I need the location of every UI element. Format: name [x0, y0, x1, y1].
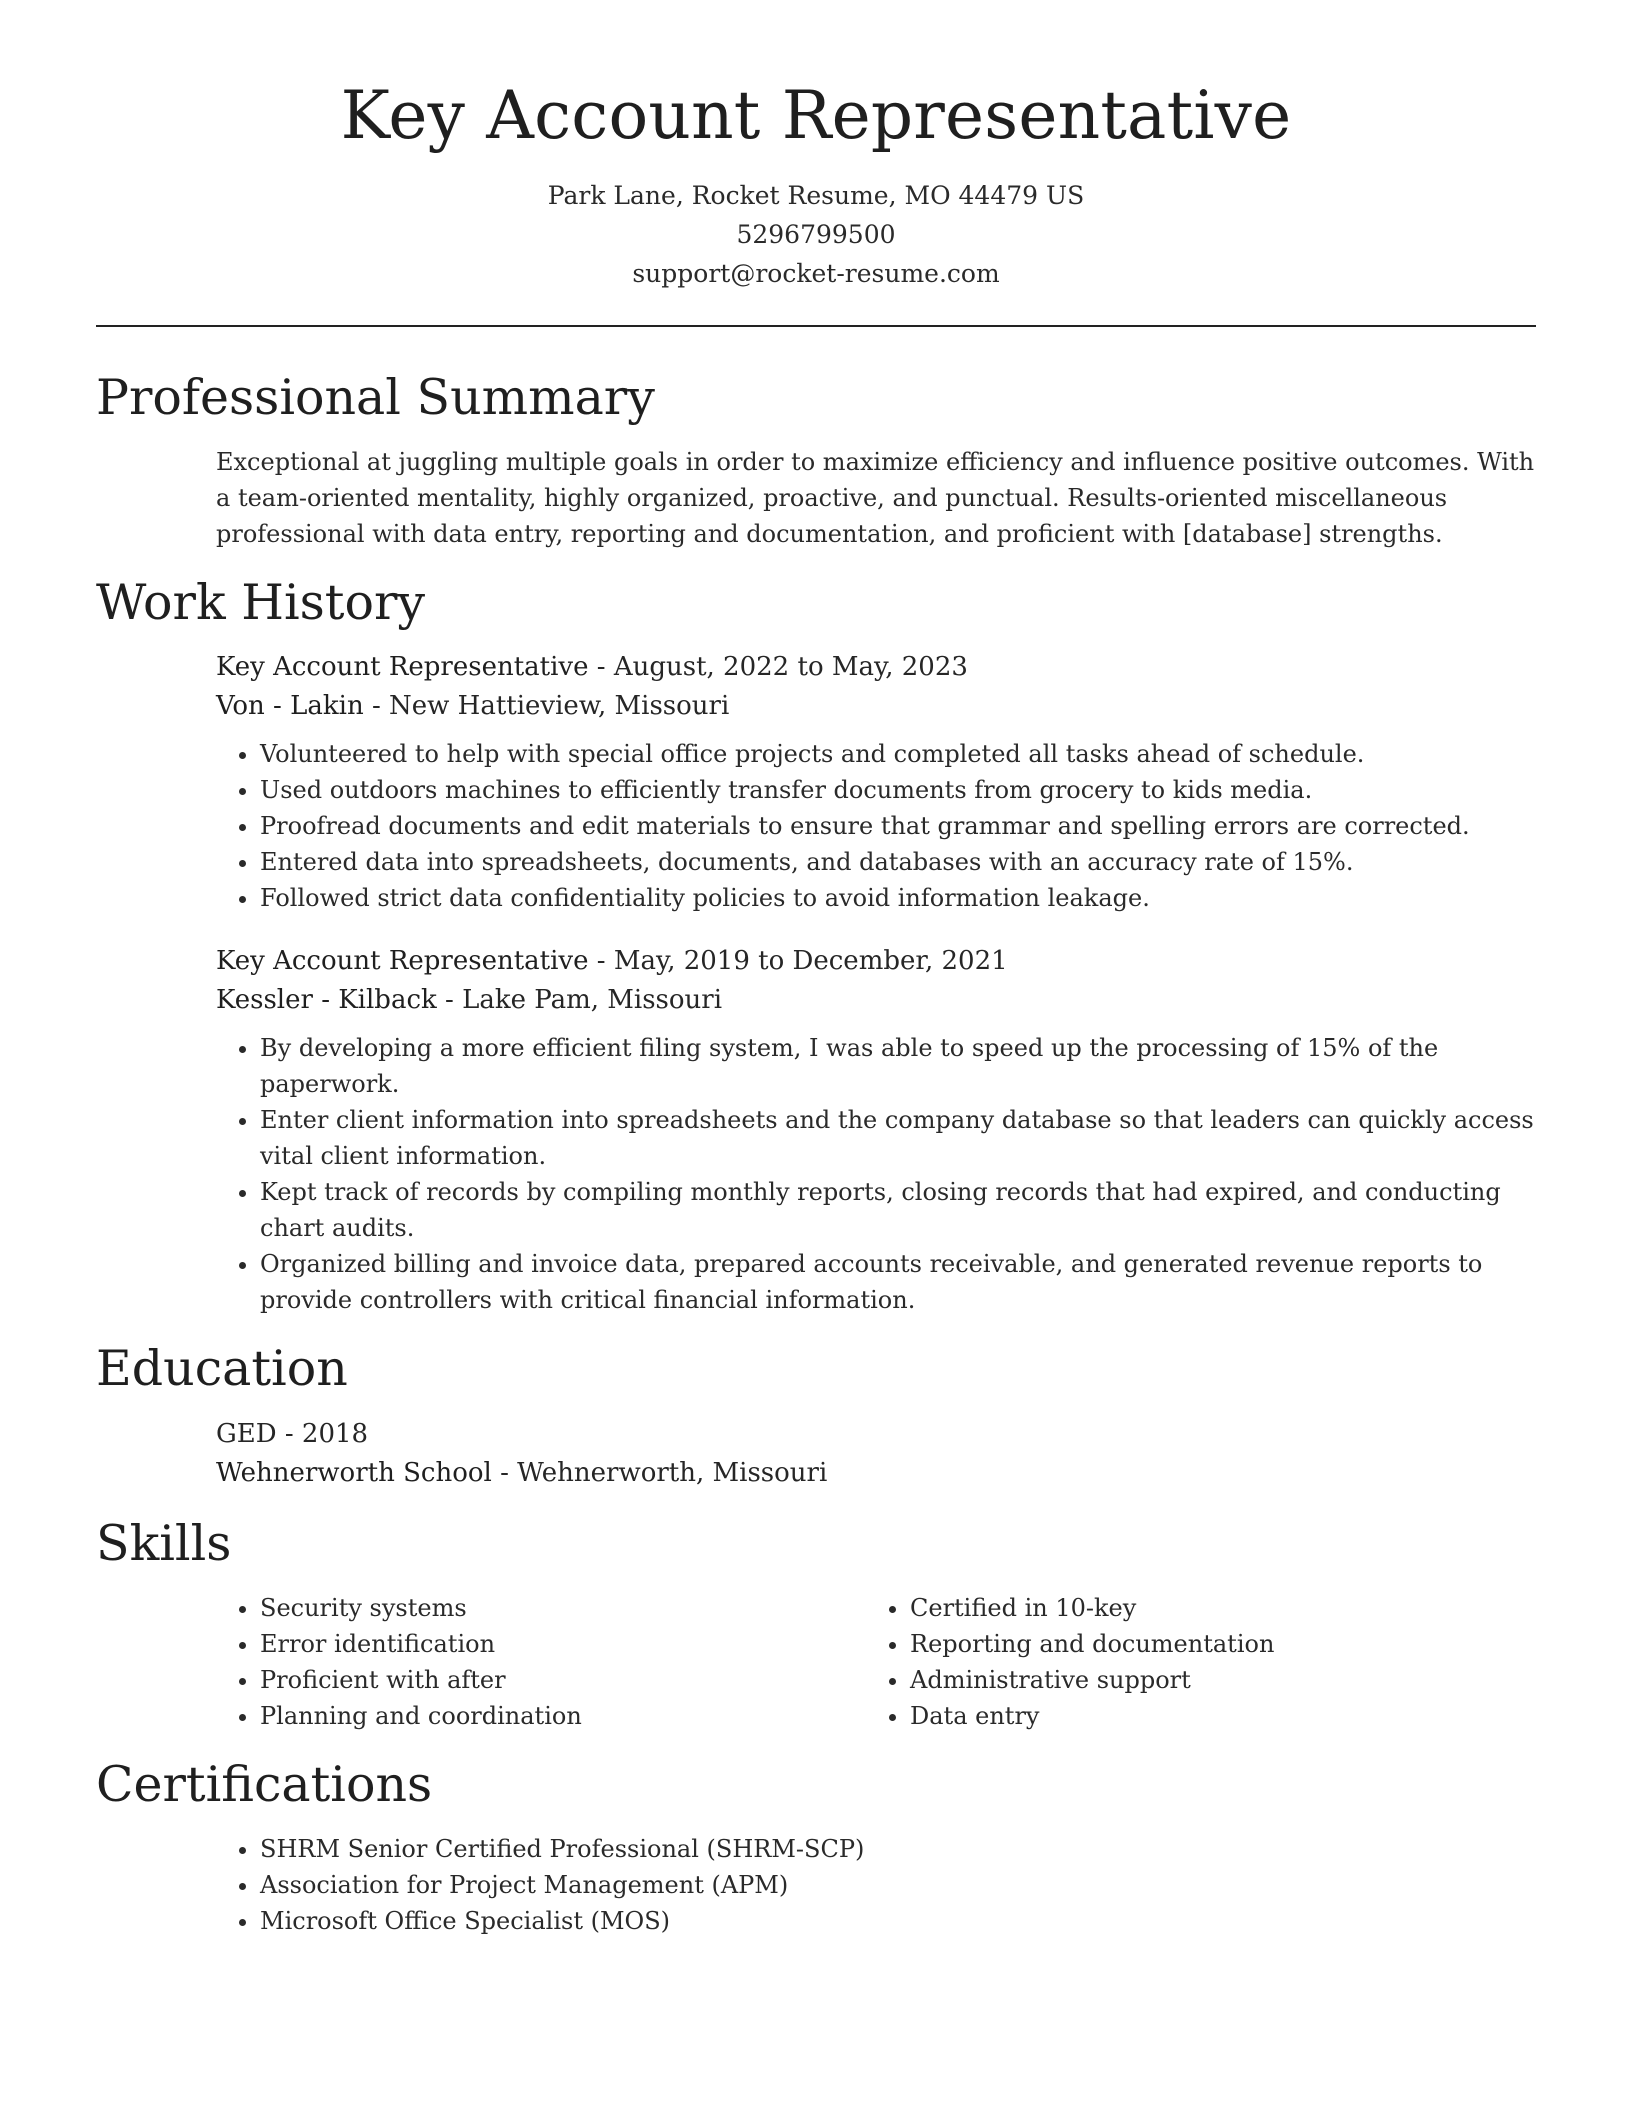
job-bullet: • Proofread documents and edit materials to ensure that grammar and spelling errors are corrected.	[260, 808, 1536, 844]
skill-item: • Administrative support	[910, 1662, 1516, 1698]
job-company-line	[216, 981, 1536, 1020]
candidate-name: Key Account Representative	[340, 77, 1292, 154]
job-bullet: • By developing a more efficient filing system, I was able to speed up the processing of 15% of the paperwork.	[260, 1030, 1536, 1102]
work-content	[216, 648, 1536, 1318]
skill-item: • Error identification	[260, 1626, 866, 1662]
job-dates: - May, 2019 to December, 2021	[588, 946, 1008, 977]
skill-item: • Reporting and documentation	[910, 1626, 1516, 1662]
job-title-line	[216, 942, 1536, 981]
contact-block	[96, 176, 1536, 293]
section-education	[96, 1340, 1536, 1493]
job-bullet: • Enter client information into spreadsheets and the company database so that leaders can quickly access vital client information.	[260, 1102, 1536, 1174]
section-certifications	[96, 1756, 1536, 1939]
job-dates: - August, 2022 to May, 2023	[588, 652, 968, 683]
job-bullet: • Entered data into spreadsheets, documents, and databases with an accuracy rate of 15%.	[260, 844, 1536, 880]
job-entry	[216, 942, 1536, 1318]
skill-item: • Planning and coordination	[260, 1698, 866, 1734]
job-bullets	[216, 1030, 1536, 1318]
section-title-summary: Professional Summary	[96, 368, 655, 426]
skill-item: • Certified in 10-key	[910, 1590, 1516, 1626]
job-position: Key Account Representative	[216, 946, 589, 977]
certification-item: • Microsoft Office Specialist (MOS)	[260, 1903, 1536, 1939]
job-company: Kessler - Kilback	[216, 985, 437, 1016]
section-work-history	[96, 574, 1536, 1319]
education-school: Wehnerworth School	[216, 1458, 492, 1489]
job-bullet: • Organized billing and invoice data, prepared accounts receivable, and generated revenue reports to provide controllers with critical financial information.	[260, 1246, 1536, 1318]
education-school-line	[216, 1454, 1536, 1493]
section-title-work-history: Work History	[96, 573, 426, 631]
section-title-education: Education	[96, 1340, 348, 1398]
education-content	[216, 1415, 1536, 1493]
job-entry	[216, 648, 1536, 916]
section-title-skills: Skills	[96, 1515, 232, 1573]
education-degree-line	[216, 1415, 1536, 1454]
certification-item: • SHRM Senior Certified Professional (SHRM-SCP)	[260, 1831, 1536, 1867]
job-position: Key Account Representative	[216, 652, 589, 683]
section-summary	[96, 369, 1536, 552]
job-bullets	[216, 736, 1536, 916]
skill-item: • Security systems	[260, 1590, 866, 1626]
job-bullet: • Kept track of records by compiling monthly reports, closing records that had expired, and conducting chart audits.	[260, 1174, 1536, 1246]
job-company: Von - Lakin	[216, 691, 364, 722]
skill-item: • Data entry	[910, 1698, 1516, 1734]
job-location: - New Hattieview, Missouri	[363, 691, 730, 722]
section-skills	[96, 1515, 1536, 1734]
job-bullet: • Used outdoors machines to efficiently transfer documents from grocery to kids media.	[260, 772, 1536, 808]
job-bullet: • Followed strict data confidentiality policies to avoid information leakage.	[260, 880, 1536, 916]
certification-item: • Association for Project Management (APM)	[260, 1867, 1536, 1903]
contact-phone: 5296799500	[736, 219, 896, 249]
education-degree: GED	[216, 1419, 277, 1450]
summary-text: Exceptional at juggling multiple goals in order to maximize efficiency and influence positive outcomes. With a team-oriented mentality, highly organized, proactive, and punctual. Results-oriented miscellaneous professional with data entry, reporting and documentation, and proficient with [database] strengths.	[216, 447, 1535, 548]
job-title-line	[216, 648, 1536, 687]
certification-list	[216, 1831, 1536, 1939]
education-location: - Wehnerworth, Missouri	[491, 1458, 828, 1489]
skills-column-right	[866, 1590, 1516, 1734]
certifications-content	[216, 1831, 1536, 1939]
skills-grid	[216, 1590, 1536, 1734]
section-title-certifications: Certifications	[96, 1756, 433, 1814]
job-company-line	[216, 687, 1536, 726]
skill-item: • Proficient with after	[260, 1662, 866, 1698]
job-location: - Lake Pam, Missouri	[436, 985, 723, 1016]
summary-content	[216, 444, 1536, 552]
job-bullet: • Volunteered to help with special office projects and completed all tasks ahead of schedule.	[260, 736, 1536, 772]
skills-column-left	[216, 1590, 866, 1734]
contact-email: support@rocket-resume.com	[632, 258, 1000, 288]
contact-address: Park Lane, Rocket Resume, MO 44479 US	[547, 180, 1085, 210]
education-year: - 2018	[276, 1419, 369, 1450]
header-divider	[96, 325, 1536, 327]
resume-header	[96, 78, 1536, 293]
